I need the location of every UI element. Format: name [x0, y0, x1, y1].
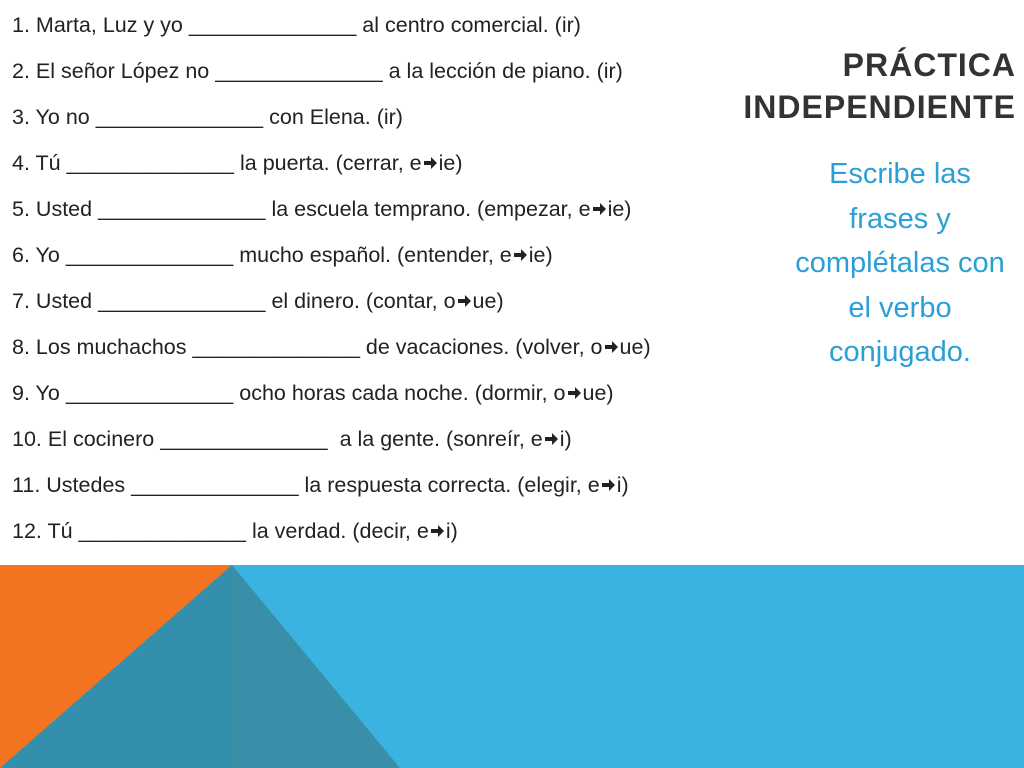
exercise-item — [12, 236, 812, 282]
right-arrow-icon — [567, 385, 582, 401]
exercise-item — [12, 52, 812, 98]
exercise-prompt-before: Yo no — [35, 105, 90, 129]
exercise-blank: ______________ — [98, 197, 266, 221]
stem-change-result: i) — [559, 427, 572, 451]
exercise-item — [12, 190, 812, 236]
exercise-number: 8. — [12, 335, 30, 359]
exercise-item — [12, 98, 812, 144]
exercise-blank: ______________ — [131, 473, 299, 497]
decorative-footer — [0, 565, 1024, 768]
slide-title — [716, 44, 1016, 128]
exercise-blank: ______________ — [188, 13, 357, 37]
exercise-prompt-before: Ustedes — [46, 473, 126, 497]
stem-change-result: i) — [616, 473, 629, 497]
exercise-prompt-after: la respuesta correcta. (elegir, e — [304, 473, 600, 497]
stem-change-result: ue) — [619, 335, 651, 359]
exercise-prompt-before: El cocinero — [47, 427, 155, 451]
exercise-blank: ______________ — [65, 243, 234, 267]
stem-change-result: ie) — [438, 151, 463, 175]
right-arrow-icon — [423, 155, 438, 171]
exercise-prompt-before: El señor López no — [35, 59, 210, 83]
exercise-prompt-after: el dinero. (contar, o — [271, 289, 456, 313]
stem-change-result: ie) — [607, 197, 632, 221]
exercise-number: 2. — [12, 59, 30, 83]
exercise-prompt-after: con Elena. (ir) — [269, 105, 403, 129]
right-arrow-icon — [601, 477, 616, 493]
exercise-prompt-after: de vacaciones. (volver, o — [365, 335, 603, 359]
exercise-blank: ______________ — [192, 335, 360, 359]
right-arrow-icon — [457, 293, 472, 309]
exercise-item — [12, 144, 812, 190]
exercise-number: 10. — [12, 427, 42, 451]
exercise-item — [12, 512, 812, 558]
stem-change-result: i) — [445, 519, 458, 543]
exercise-list — [12, 6, 812, 558]
exercise-prompt-before: Yo — [35, 243, 60, 267]
exercise-blank: ______________ — [65, 381, 234, 405]
exercise-blank: ______________ — [78, 519, 246, 543]
exercise-number: 11. — [12, 473, 41, 497]
stem-change-result: ie) — [528, 243, 553, 267]
exercise-prompt-after: ocho horas cada noche. (dormir, o — [239, 381, 566, 405]
exercise-number: 9. — [12, 381, 30, 405]
title-line-1: PRÁCTICA — [842, 47, 1016, 83]
right-arrow-icon — [604, 339, 619, 355]
stem-change-result: ue) — [472, 289, 504, 313]
exercise-number: 1. — [12, 13, 30, 37]
exercise-item — [12, 6, 812, 52]
exercise-prompt-after: la puerta. (cerrar, e — [240, 151, 422, 175]
right-arrow-icon — [592, 201, 607, 217]
exercise-number: 5. — [12, 197, 30, 221]
exercise-prompt-after: a la lección de piano. (ir) — [388, 59, 623, 83]
exercise-number: 7. — [12, 289, 30, 313]
right-arrow-icon — [430, 523, 445, 539]
exercise-prompt-before: Yo — [35, 381, 60, 405]
exercise-prompt-before: Tú — [35, 151, 61, 175]
exercise-item — [12, 282, 812, 328]
exercise-prompt-before: Usted — [35, 289, 93, 313]
exercise-blank: ______________ — [215, 59, 383, 83]
title-line-2: INDEPENDIENTE — [743, 89, 1016, 125]
exercise-number: 4. — [12, 151, 30, 175]
exercise-item — [12, 328, 812, 374]
exercise-prompt-before: Marta, Luz y yo — [35, 13, 183, 37]
exercise-prompt-before: Usted — [35, 197, 93, 221]
right-arrow-icon — [513, 247, 528, 263]
exercise-prompt-after: a la gente. (sonreír, e — [333, 427, 543, 451]
exercise-item — [12, 374, 812, 420]
exercise-blank: ______________ — [66, 151, 235, 175]
exercise-item — [12, 466, 812, 512]
exercise-prompt-before: Tú — [47, 519, 73, 543]
instructions-text: Escribe las frases y complétalas con el verbo conjugado. — [795, 158, 1005, 368]
exercise-prompt-after: mucho español. (entender, e — [239, 243, 512, 267]
exercise-prompt-after: al centro comercial. (ir) — [362, 13, 581, 37]
exercise-number: 12. — [12, 519, 42, 543]
exercise-number: 3. — [12, 105, 30, 129]
exercise-prompt-after: la escuela temprano. (empezar, e — [271, 197, 591, 221]
stem-change-result: ue) — [582, 381, 614, 405]
exercise-prompt-before: Los muchachos — [35, 335, 187, 359]
exercise-number: 6. — [12, 243, 30, 267]
exercise-prompt-after: la verdad. (decir, e — [251, 519, 429, 543]
exercise-blank: ______________ — [95, 105, 264, 129]
exercise-item — [12, 420, 812, 466]
right-arrow-icon — [544, 431, 559, 447]
exercise-blank: ______________ — [160, 427, 328, 451]
exercise-blank: ______________ — [98, 289, 266, 313]
